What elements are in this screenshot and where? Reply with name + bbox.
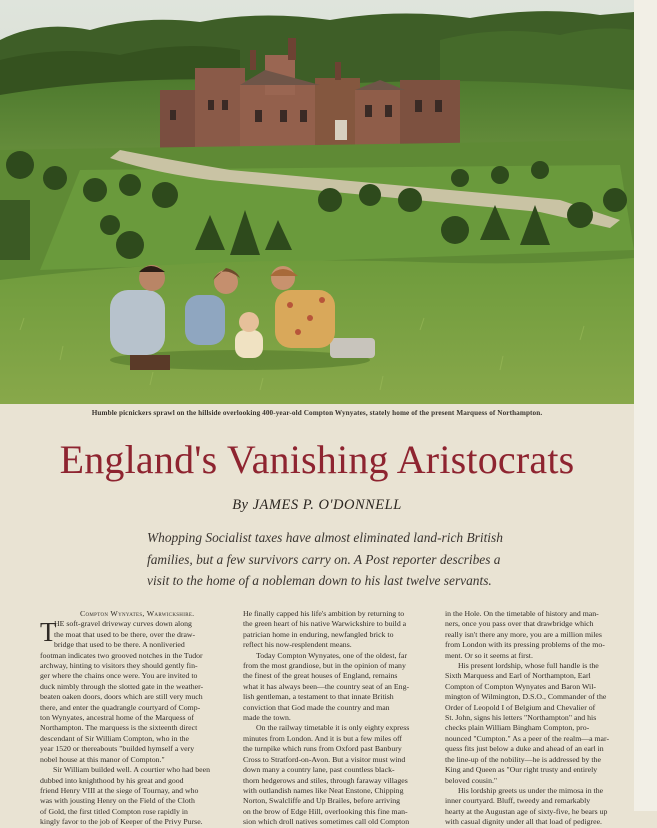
article-body (40, 609, 634, 827)
text-line: the line-up of the nobility—he is addressed by the (445, 754, 601, 764)
text-line: checks plain William Bingham Compton, pro- (445, 723, 590, 733)
text-line: archway, hinting to visitors they should gently fin- (40, 661, 198, 671)
drop-cap: T (40, 617, 57, 647)
text-line: thorn hedgerows and stiles, through faraway villages (243, 775, 408, 785)
text-line: Norton, Swalcliffe and Up Brailes, before arriving (243, 796, 401, 806)
text-line: the finest of the great houses of England, remains (243, 671, 398, 681)
text-line: with outlandish names like Neat Enstone, Chipping (243, 785, 404, 795)
body-column-1 (40, 609, 224, 828)
text-line: inner courtyard. Bluff, tweedy and remarkably (445, 796, 591, 806)
text-line: sion which droll natives sometimes call old Compton (243, 817, 410, 827)
text-line: Today Compton Wynyates, one of the oldest, far (256, 650, 408, 660)
photo-caption: Humble picnickers sprawl on the hillside overlooking 400-year-old Compton Wynyates, stately home of the present Marquess of Northampton. (91, 409, 543, 417)
text-line: nounced "Cumpton." As a peer of the realm—a mar- (445, 733, 610, 743)
text-line: beloved cousin." (445, 775, 498, 785)
text-line: dubbed into knighthood by his great and good (40, 775, 184, 785)
deck-line: visit to the home of a nobleman down to his last twelve servants. (147, 573, 492, 588)
page-margin (634, 0, 657, 811)
text-line: made the town. (243, 713, 291, 723)
text-line: Sixth Marquess and Earl of Northampton, Earl (445, 671, 591, 681)
text-line: kingly favor to the job of Keeper of the Privy Purse. (40, 817, 203, 827)
text-line: year 1520 or thereabouts "builded hymself a very (40, 744, 195, 754)
text-line: On the railway timetable it is only eighty express (256, 723, 410, 733)
text-line: King and Queen as "Our right trusty and entirely (445, 765, 598, 775)
text-line: He finally capped his life's ambition by returning to (243, 609, 405, 618)
text-line: there, and enter the quadrangle courtyard of Comp- (40, 702, 201, 712)
text-line: lish gentleman, a testament to that innate British (243, 692, 394, 702)
text-line: patrician home in enduring, newfangled brick to (243, 629, 394, 639)
text-line: His present lordship, whose full handle is the (458, 661, 599, 671)
article-deck (147, 527, 542, 592)
text-line: on the brow of Edge Hill, overlooking this fine man- (243, 806, 408, 816)
text-line: conviction that God made the country and man (243, 702, 390, 712)
text-line: ners, once you pass over that drawbridge which (445, 619, 594, 629)
text-line: really isn't there any more, you are a million miles (445, 629, 602, 639)
text-line: in the Hole. On the timetable of history and man- (445, 609, 599, 618)
text-line: descendant of Sir William Compton, who in the (40, 733, 189, 743)
text-line: ger where the chains once were. You are invited to (40, 671, 198, 681)
text-line: mington of Wilmington, D.S.O., Commander of the (445, 692, 607, 702)
text-line: reflect his now-resplendent means. (243, 640, 352, 650)
castle-picnic-photo (0, 0, 634, 404)
text-line: nobel house at this manor of Compton." (40, 754, 165, 764)
deck-line: Whopping Socialist taxes have almost eliminated land-rich British (147, 530, 503, 545)
text-line: from the most grandiose, but in the opinion of many (243, 661, 406, 671)
text-line: the green heart of his native Warwickshire to build a (243, 619, 407, 629)
body-column-3 (445, 609, 629, 828)
text-line: hearty at the Augustan age of sixty-five, he bears up (445, 806, 608, 816)
text-line: bridge that used to be there. A nonliveried (54, 640, 185, 650)
article-headline: England's Vanishing Aristocrats (59, 437, 575, 482)
text-line: quess fits just below a duke and ahead of an earl in (445, 744, 604, 754)
text-line: Order of Leopold I of Belgium and Chevalier of (445, 702, 596, 712)
article-byline: By JAMES P. O'DONNELL (232, 497, 402, 513)
deck-line: families, but a few survivors carry on. A Post reporter describes a (147, 551, 501, 567)
text-line: HE soft-gravel driveway curves down along (54, 619, 192, 629)
text-line: footman indicates two grooved notches in the Tudor (40, 650, 203, 660)
text-line: ment. Or so it seems at first. (445, 650, 533, 660)
text-line: of Gold, the first titled Compton rose rapidly in (40, 806, 188, 816)
text-line: St. John, signs his letters "Northampton" and his (445, 713, 597, 723)
text-line: Sir William builded well. A courtier who had been (53, 765, 210, 775)
text-line: down many a country lane, past countless black- (243, 765, 395, 775)
text-line: ton Wynyates, ancestral home of the Marquess of (40, 713, 194, 723)
dateline: Compton Wynyates, Warwickshire. (80, 609, 195, 618)
text-line: His lordship greets us under the mimosa in the (458, 785, 604, 795)
text-line: from London with its pressing problems of the mo- (445, 640, 605, 650)
text-line: what it has always been—the country seat of an Eng- (243, 681, 410, 691)
text-line: beaten oaken doors, doors which are still very much (40, 692, 203, 702)
text-line: duck nimbly through the slotted gate in the weather- (40, 681, 204, 691)
text-line: with casual dignity under all that load of pedigree. (445, 817, 602, 827)
text-line: minutes from London. And it is but a few miles off (243, 733, 403, 743)
text-line: Cross to Stratford-on-Avon. But a visitor must wind (243, 754, 406, 764)
text-line: Northampton. The marquess is the sixteenth direct (40, 723, 198, 733)
text-line: friend Henry VIII at the siege of Tournay, and who (40, 785, 199, 795)
text-line: the turnpike which runs from Oxford past Banbury (243, 744, 402, 754)
text-line: Compton of Compton Wynyates and Baron Wil- (445, 681, 596, 691)
text-line: was with jousting Henry on the Field of the Cloth (40, 796, 195, 806)
body-column-2 (243, 609, 427, 828)
text-line: the moat that used to be there, over the draw- (54, 629, 196, 639)
